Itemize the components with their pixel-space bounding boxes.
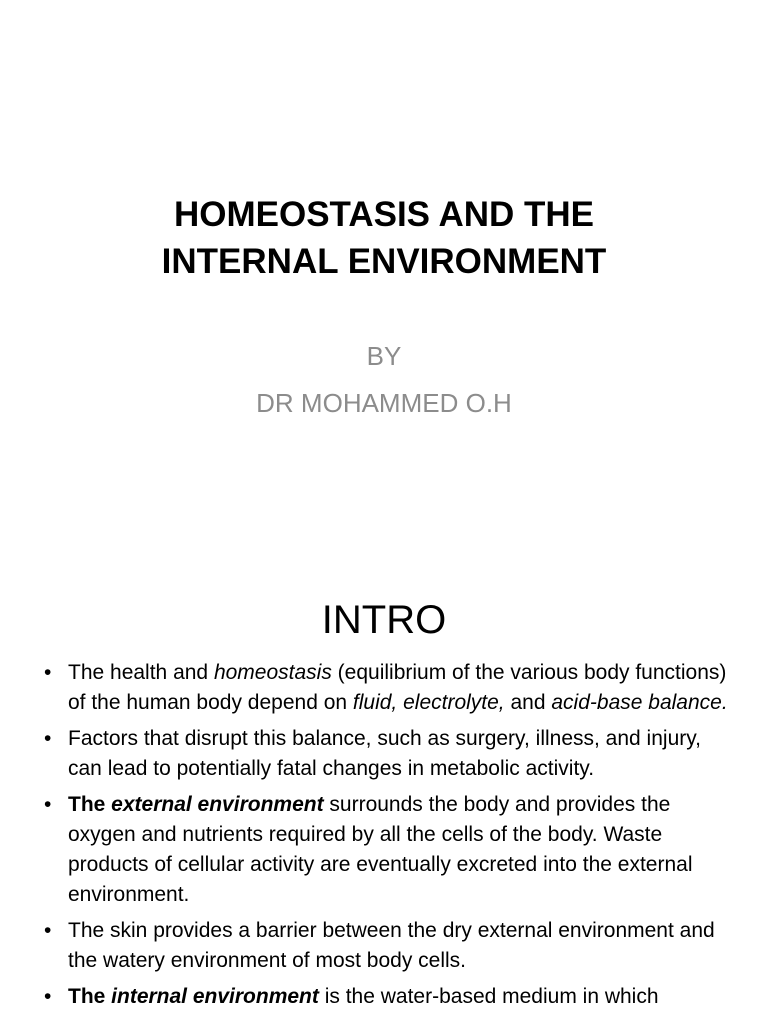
bullet-text: The health and	[68, 661, 214, 684]
bullet-item	[44, 982, 734, 1012]
title-line-1: HOMEOSTASIS AND THE	[173, 195, 595, 234]
bullet-icon: •	[44, 793, 52, 816]
bullet-text-italic: homeostasis	[213, 661, 332, 684]
bullet-text: (equilibrium of the various body functions) of the human body depend on	[68, 661, 727, 714]
bullet-item	[44, 724, 734, 784]
slide-subtitle	[0, 333, 768, 427]
bullet-text-bold-italic: internal environment	[111, 985, 319, 1008]
bullet-text: and	[504, 691, 552, 714]
intro-slide	[0, 576, 768, 1024]
slide-title	[0, 191, 768, 285]
bullet-icon: •	[44, 727, 52, 750]
bullet-text: is the water-based medium in which	[318, 985, 659, 1008]
bullet-item	[44, 916, 734, 976]
bullet-text-bold: The	[68, 793, 112, 816]
bullet-icon: •	[44, 985, 52, 1008]
bullet-icon: •	[44, 919, 52, 942]
bullet-text-italic: acid-base balance.	[551, 691, 728, 714]
bullet-text-italic: fluid, electrolyte,	[352, 691, 505, 714]
bullet-text-bold-italic: external environment	[111, 793, 324, 816]
bullet-text: surrounds the body and provides the oxygen and nutrients required by all the cells of the body. Waste products of cellular activity are eventually excreted into the external environment.	[68, 793, 693, 906]
bullet-text-bold: The	[68, 985, 112, 1008]
bullet-text: The skin provides a barrier between the dry external environment and the watery environment of most body cells.	[68, 919, 715, 972]
bullet-item	[44, 790, 734, 910]
bullet-icon: •	[44, 661, 52, 684]
by-label: BY	[366, 341, 402, 371]
intro-title: INTRO	[321, 598, 447, 642]
title-line-2: INTERNAL ENVIRONMENT	[161, 242, 607, 281]
bullet-text: Factors that disrupt this balance, such as surgery, illness, and injury, can lead to potentially fatal changes in metabolic activity.	[68, 727, 702, 780]
bullet-item	[44, 658, 734, 718]
bullet-list	[44, 658, 734, 1018]
author-name: DR MOHAMMED O.H	[256, 388, 512, 418]
